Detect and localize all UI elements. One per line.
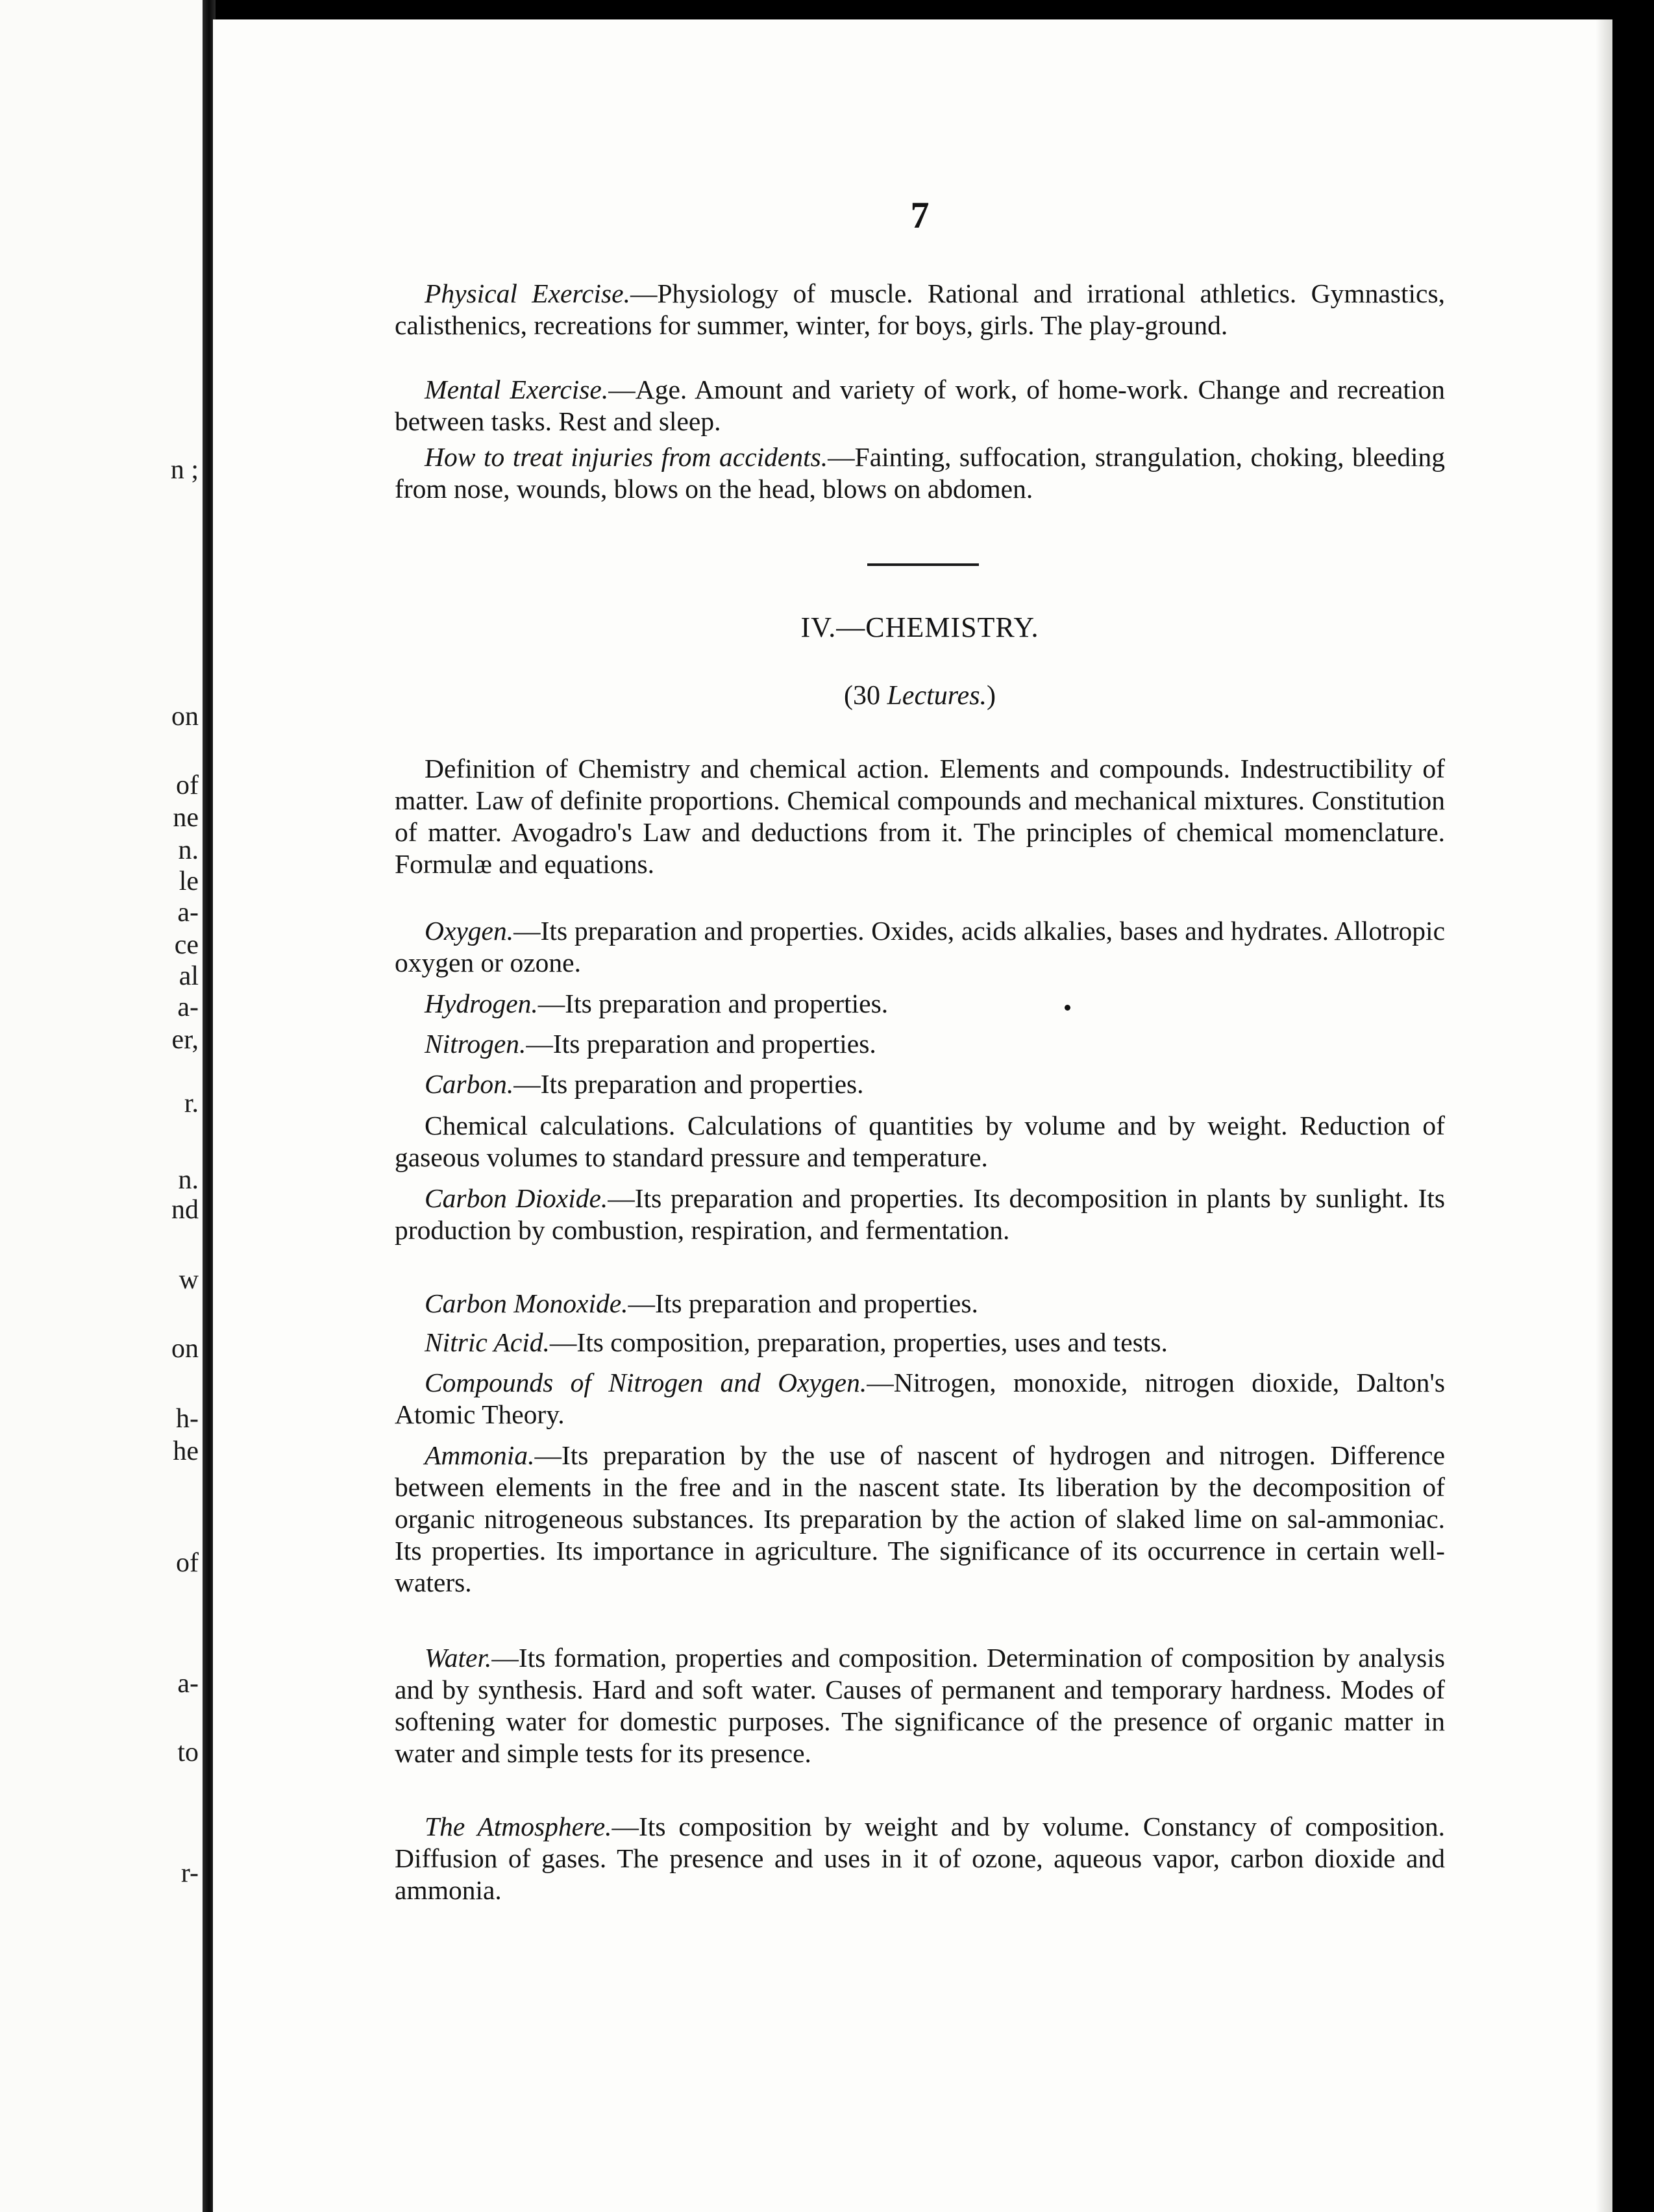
paragraph-text: —Its preparation and properties.	[526, 1029, 876, 1059]
paragraph-lead: Water.	[425, 1643, 492, 1673]
paragraph-lead: Physical Exercise.	[425, 278, 630, 308]
paragraph-lead: Hydrogen.	[425, 989, 538, 1018]
paragraph-carbon-dioxide	[395, 1183, 1445, 1246]
left-fragment: r-	[180, 1858, 199, 1888]
paragraph-nitric-acid	[395, 1327, 1445, 1358]
paragraph-lead: Nitric Acid.	[425, 1327, 550, 1357]
paragraph-ammonia	[395, 1440, 1445, 1599]
paragraph-text: —Its formation, properties and composition. Determination of composition by analysis and by synthesis. Hard and soft water. Causes of permanent and temporary hardness. Modes of softening water for domestic purposes. The significance of the presence of organic matter in water and simple tests for its presence.	[395, 1643, 1445, 1768]
paragraph-lead: Oxygen.	[425, 916, 514, 946]
paragraph-nitrogen	[395, 1028, 1445, 1060]
left-fragment: h-	[176, 1404, 199, 1434]
left-fragment: of	[176, 1548, 199, 1578]
left-fragment: er,	[171, 1025, 199, 1055]
paragraph-lead: Compounds of Nitrogen and Oxygen.	[425, 1368, 867, 1397]
paragraph-compounds	[395, 1367, 1445, 1431]
paragraph-text: —Its composition by weight and by volume. Constancy of composition. Diffusion of gases. The presence and uses in it of ozone, aqueous vapor, carbon dioxide and ammonia.	[395, 1812, 1446, 1905]
paragraph-definition	[395, 753, 1445, 880]
left-page-fragment	[0, 0, 208, 2212]
left-fragment: n.	[178, 835, 199, 865]
left-fragment: of	[176, 770, 199, 800]
paragraph-text: Chemical calculations. Calculations of quantities by volume and by weight. Reduction of gaseous volumes to standard pressure and temperature.	[395, 1111, 1445, 1172]
ink-speck	[1065, 1005, 1070, 1011]
paragraph-injuries	[395, 441, 1445, 505]
paragraph-physical-exercise	[395, 278, 1445, 341]
left-fragment: a-	[177, 1669, 199, 1699]
paragraph-calculations	[395, 1110, 1445, 1174]
subheading-open: (30	[843, 681, 887, 711]
left-fragment: al	[179, 961, 199, 991]
paragraph-mental-exercise	[395, 374, 1445, 437]
page-edge-shade	[1596, 19, 1612, 2212]
paragraph-text: —Its preparation by the use of nascent of hydrogen and nitrogen. Difference between elements in the free and in the nascent state. Its liberation by the decomposition of organic nitrogeneous substances. Its preparation by the action of slaked lime on sal-ammoniac. Its properties. Its importance in agriculture. The significance of its occurrence in certain well-waters.	[395, 1440, 1445, 1597]
paragraph-text: —Its preparation and properties. Oxides, acids alkalies, bases and hydrates. Allotropic oxygen or ozone.	[395, 916, 1445, 977]
paragraph-lead: The Atmosphere.	[425, 1812, 612, 1841]
section-heading: IV.—CHEMISTRY.	[800, 611, 1039, 643]
paragraph-text: Definition of Chemistry and chemical action. Elements and compounds. Indestructibility of matter. Law of definite proportions. Chemical compounds and mechanical mixtures. Constitution of matter. Avogadro's Law and deductions from it. The principles of chemical momenclature. Formulæ and equations.	[395, 754, 1445, 879]
paragraph-carbon	[395, 1068, 1445, 1100]
paragraph-lead: Carbon Monoxide.	[425, 1288, 628, 1318]
paragraph-text: —Its preparation and properties. Its decomposition in plants by sunlight. Its production by combustion, respiration, and fermentation.	[395, 1183, 1446, 1245]
left-fragment: le	[179, 866, 199, 896]
subheading-italic: Lectures.	[887, 681, 987, 711]
paragraph-lead: How to treat injuries from accidents.	[425, 442, 828, 472]
paragraph-atmosphere	[395, 1811, 1445, 1906]
paragraph-carbon-monoxide	[395, 1288, 1445, 1320]
paragraph-lead: Nitrogen.	[425, 1029, 526, 1059]
paragraph-text: —Age. Amount and variety of work, of home-work. Change and recreation between tasks. Rest and sleep.	[395, 375, 1445, 436]
left-fragment: w	[179, 1265, 199, 1295]
paragraph-text: —Nitrogen, monoxide, nitrogen dioxide, Dalton's Atomic Theory.	[395, 1368, 1445, 1429]
paragraph-water	[395, 1642, 1445, 1769]
left-fragment: ne	[173, 803, 199, 833]
paragraph-lead: Ammonia.	[425, 1440, 535, 1470]
left-fragment: nd	[171, 1195, 199, 1225]
paragraph-text: —Physiology of muscle. Rational and irrational athletics. Gymnastics, calisthenics, recreations for summer, winter, for boys, girls. The play-ground.	[395, 278, 1445, 340]
paragraph-oxygen	[395, 915, 1445, 979]
paragraph-text: —Its composition, preparation, properties, uses and tests.	[549, 1327, 1168, 1357]
left-fragment: n ;	[170, 455, 199, 485]
left-fragment: to	[177, 1738, 199, 1767]
page-shadow	[1612, 19, 1654, 2212]
left-fragment: a-	[177, 992, 199, 1022]
paragraph-lead: Mental Exercise.	[425, 375, 609, 404]
paragraph-text: —Its preparation and properties.	[628, 1288, 978, 1318]
paragraph-text: —Fainting, suffocation, strangulation, choking, bleeding from nose, wounds, blows on the head, blows on abdomen.	[395, 442, 1445, 504]
left-fragment: r.	[184, 1088, 199, 1118]
left-fragment: n.	[178, 1165, 199, 1195]
left-fragment: on	[171, 1334, 199, 1364]
page-number: 7	[910, 194, 930, 236]
paragraph-lead: Carbon Dioxide.	[425, 1183, 608, 1213]
left-fragment: he	[173, 1436, 199, 1466]
subheading-close: )	[987, 681, 996, 711]
section-subheading	[395, 680, 1445, 712]
paragraph-text: —Its preparation and properties.	[513, 1069, 864, 1099]
paragraph-text: —Its preparation and properties.	[537, 989, 889, 1018]
section-rule	[867, 563, 979, 566]
left-fragment: ce	[174, 930, 199, 960]
left-fragment: a-	[177, 898, 199, 928]
paragraph-lead: Carbon.	[425, 1069, 514, 1099]
paragraph-hydrogen	[395, 988, 1445, 1020]
left-fragment: on	[171, 702, 199, 731]
